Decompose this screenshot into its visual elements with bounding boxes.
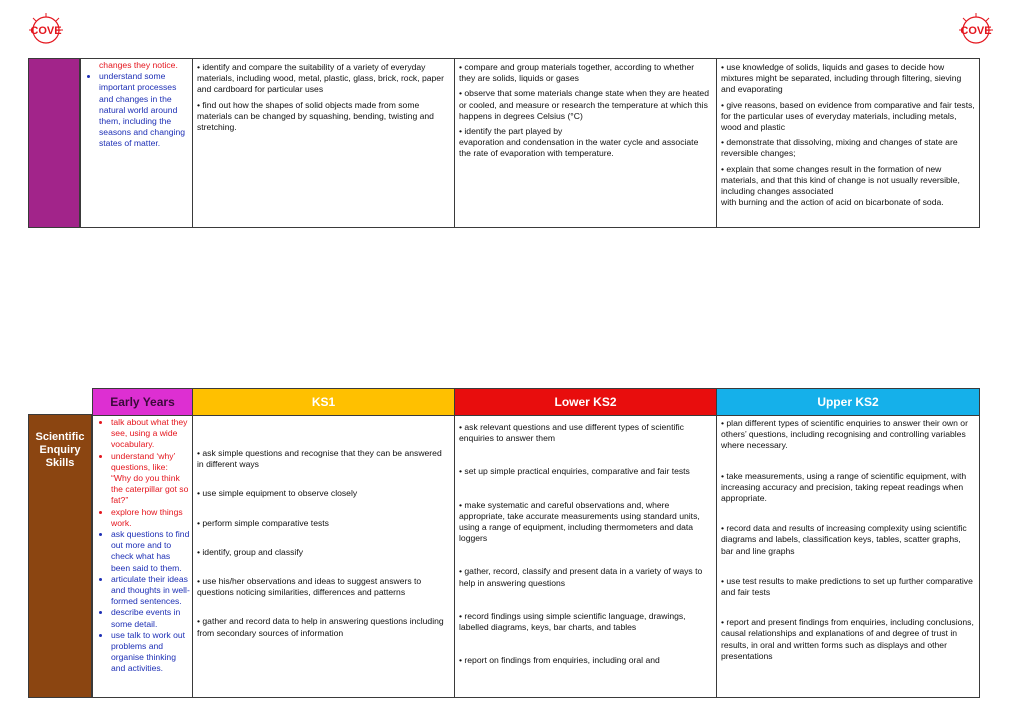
objective-item: • plan different types of scientific enquiries to answer their own or others’ questions, including recognising and controlling variables where necessary.: [721, 418, 968, 451]
svg-text:COVE: COVE: [30, 25, 62, 37]
objective-item: • compare and group materials together, according to whether they are solids, liquids or gases: [459, 62, 695, 84]
objective-item: • use his/her observations and ideas to suggest answers to questions noticing similarities, differences and patterns: [197, 576, 422, 598]
lower-ks2-cell: [455, 59, 717, 228]
objective-item: • ask relevant questions and use different types of scientific enquiries to answer them: [459, 422, 684, 444]
objective-item: • identify, group and classify: [197, 546, 304, 557]
early-years-item: • talk about what they see, using a wide vocabulary.: [111, 417, 190, 451]
materials-table: [28, 58, 980, 228]
early-years-item: • ask questions to find out more and to check what has been said to them.: [111, 529, 190, 574]
header-lower-ks2: Lower KS2: [455, 389, 717, 416]
ks1-cell: [193, 59, 455, 228]
objective-item: • identify the part played by evaporation and condensation in the water cycle and associate the rate of evaporation with temperature.: [459, 126, 699, 159]
early-years-cell: [93, 416, 193, 698]
header-ks1: KS1: [193, 389, 455, 416]
early-years-item: • understand some important processes and changes in the natural world around them, including the seasons and changing states of matter.: [99, 71, 190, 149]
upper-ks2-cell: [717, 416, 980, 698]
ks1-cell: [193, 416, 455, 698]
objective-item: • record data and results of increasing complexity using scientific diagrams and labels, classification keys, tables, scatter graphs, bar and line graphs: [721, 523, 967, 556]
objective-item: • demonstrate that dissolving, mixing and changes of state are reversible changes;: [721, 137, 958, 159]
objective-item: • identify and compare the suitability of a variety of everyday materials, including wood, metal, plastic, glass, brick, rock, paper and cardboard for particular uses: [197, 62, 444, 95]
objective-item: • use knowledge of solids, liquids and gases to decide how mixtures might be separated, including through filtering, sieving and evaporating: [721, 62, 962, 95]
early-years-list: [97, 417, 190, 675]
early-years-item: • explore how things work.: [111, 507, 190, 529]
row-label-cell: [29, 59, 81, 228]
objective-item: • explain that some changes result in the formation of new materials, and that this kind of change is not usually reversible, including changes associated with burning and the action of acid on bicarbonate of soda.: [721, 163, 960, 208]
objective-item: • perform simple comparative tests: [197, 517, 329, 528]
early-years-item: • understand ‘why’ questions, like: “Why do you think the caterpillar got so fat?”: [111, 451, 190, 507]
enquiry-skills-table: [92, 388, 980, 698]
objective-item: • record findings using simple scientific language, drawings, labelled diagrams, keys, bar charts, and tables: [459, 610, 686, 633]
early-years-item: • describe events in some detail.: [111, 607, 190, 629]
early-years-item: • use talk to work out problems and organise thinking and activities.: [111, 630, 190, 675]
objective-item: • set up simple practical enquiries, comparative and fair tests: [459, 466, 690, 477]
cove-logo: [954, 12, 998, 48]
ks1-list: [193, 59, 454, 133]
upper-ks2-list: [717, 416, 979, 662]
objective-item: • report on findings from enquiries, including oral and: [459, 655, 660, 666]
objective-item: • find out how the shapes of solid objects made from some materials can be changed by squashing, bending, twisting and stretching.: [197, 99, 434, 133]
objective-item: • report and present findings from enquiries, including conclusions, causal relationships and explanations of and degree of trust in results, in oral and written forms such as displays and other presentations: [721, 617, 974, 661]
row-label-scientific-enquiry: Scientific Enquiry Skills: [28, 414, 92, 698]
early-years-item: • articulate their ideas and thoughts in well-formed sentences.: [111, 574, 190, 608]
svg-text:COVE: COVE: [960, 25, 992, 37]
objective-item: • take measurements, using a range of scientific equipment, with increasing accuracy and precision, taking repeat readings when appropriate.: [721, 470, 967, 504]
header-early-years: Early Years: [93, 389, 193, 416]
cove-logo: [24, 12, 68, 48]
upper-ks2-list: [717, 59, 979, 208]
lower-ks2-list: [455, 416, 716, 666]
early-years-list: [85, 71, 190, 149]
objective-item: • use simple equipment to observe closely: [197, 488, 358, 499]
lower-ks2-list: [455, 59, 716, 160]
early-years-cell: [81, 59, 193, 228]
objective-item: • gather, record, classify and present data in a variety of ways to help in answering questions: [459, 566, 703, 588]
objective-item: • make systematic and careful observations and, where appropriate, take accurate measurements using standard units, using a range of equipment, including thermometers and data loggers: [459, 499, 700, 544]
objective-item: • observe that some materials change state when they are heated or cooled, and measure or research the temperature at which this happens in degrees Celsius (°C): [459, 88, 709, 121]
header-upper-ks2: Upper KS2: [717, 389, 980, 416]
lower-ks2-cell: [455, 416, 717, 698]
upper-ks2-cell: [717, 59, 980, 228]
early-years-continuation: changes they notice.: [99, 60, 178, 70]
objective-item: • ask simple questions and recognise that they can be answered in different ways: [197, 448, 442, 470]
objective-item: • gather and record data to help in answering questions including from secondary sources of information: [197, 616, 444, 638]
objective-item: • give reasons, based on evidence from comparative and fair tests, for the particular uses of everyday materials, including metals, wood and plastic: [721, 99, 975, 133]
objective-item: • use test results to make predictions to set up further comparative and fair tests: [721, 575, 973, 598]
ks1-list: [193, 416, 454, 639]
